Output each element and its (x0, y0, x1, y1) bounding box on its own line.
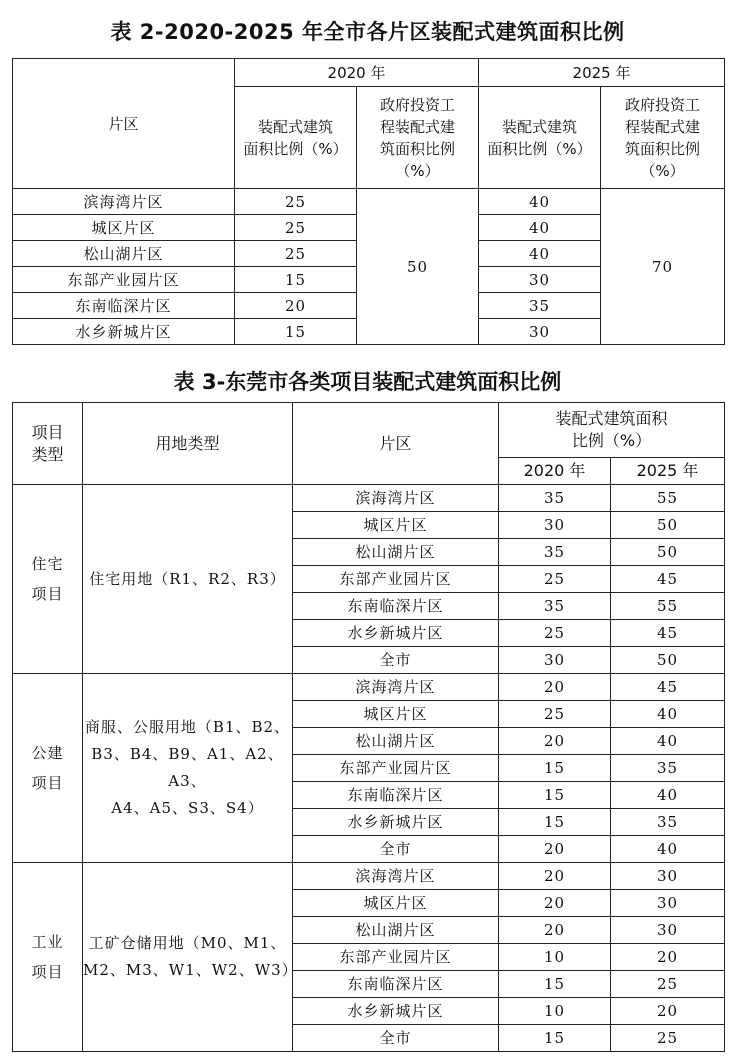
type-line2: 项目 (31, 963, 64, 981)
district-cell: 滨海湾片区 (293, 485, 499, 512)
district-cell: 城区片区 (293, 890, 499, 917)
district-cell: 松山湖片区 (293, 917, 499, 944)
header-ratio-line2: 面积比例（%） (487, 139, 592, 158)
header-gov-line1: 政府投资工 (380, 95, 456, 114)
header-gov-line1: 政府投资工 (625, 95, 701, 114)
value-2020-cell: 25 (235, 241, 357, 267)
header-2025: 2025 年 (479, 59, 725, 87)
district-cell: 东部产业园片区 (293, 944, 499, 971)
value-2020-cell: 25 (499, 620, 611, 647)
value-2025-cell: 35 (611, 755, 725, 782)
header-ratio-line1: 装配式建筑面积 (555, 409, 668, 428)
table-row (13, 863, 725, 890)
value-2020-cell: 15 (235, 319, 357, 345)
value-2025-cell: 30 (611, 917, 725, 944)
district-cell: 全市 (293, 647, 499, 674)
value-2025-cell: 25 (611, 971, 725, 998)
header-district: 片区 (13, 59, 235, 189)
district-cell: 东南临深片区 (293, 971, 499, 998)
header-gov-line2: 程装配式建 (380, 117, 456, 136)
table-row (13, 485, 725, 512)
value-2020-cell: 25 (499, 566, 611, 593)
project-type-cell (13, 485, 83, 674)
header-gov-2020 (357, 87, 479, 189)
value-2020-cell: 20 (499, 728, 611, 755)
district-cell: 全市 (293, 836, 499, 863)
value-2025-cell: 25 (611, 1025, 725, 1052)
value-2020-cell: 20 (499, 863, 611, 890)
header-2020: 2020 年 (235, 59, 479, 87)
header-type-line2: 类型 (31, 444, 64, 464)
header-ratio (499, 403, 725, 458)
value-2025-cell: 50 (611, 512, 725, 539)
value-2025-cell: 40 (611, 836, 725, 863)
value-2025-cell: 45 (611, 566, 725, 593)
header-gov-2025 (601, 87, 725, 189)
value-2025-cell: 40 (611, 701, 725, 728)
district-cell: 水乡新城片区 (293, 809, 499, 836)
district-cell: 城区片区 (293, 512, 499, 539)
value-2020-cell: 15 (235, 267, 357, 293)
header-ratio-line2: 比例（%） (571, 431, 652, 450)
gov-2020-cell: 50 (357, 189, 479, 345)
header-type-line1: 项目 (31, 422, 64, 442)
header-ratio-line1: 装配式建筑 (502, 117, 578, 136)
district-cell: 城区片区 (13, 215, 235, 241)
type-line1: 工业 (31, 933, 64, 951)
land-type-cell (83, 863, 298, 1052)
header-gov-line3: 筑面积比例 (380, 139, 456, 158)
district-cell: 东部产业园片区 (13, 267, 235, 293)
district-cell: 东南临深片区 (293, 782, 499, 809)
district-cell: 滨海湾片区 (13, 189, 235, 215)
value-2025-cell: 40 (611, 728, 725, 755)
value-2025-cell: 30 (479, 267, 601, 293)
value-2025-cell: 40 (479, 241, 601, 267)
value-2025-cell: 40 (611, 782, 725, 809)
district-cell: 水乡新城片区 (293, 998, 499, 1025)
land-line1: 住宅用地（R1、R2、R3） (89, 569, 286, 588)
district-cell: 松山湖片区 (13, 241, 235, 267)
district-cell: 东南临深片区 (13, 293, 235, 319)
land-line3: A4、A5、S3、S4） (111, 799, 264, 817)
table3-title: 表 3-东莞市各类项目装配式建筑面积比例 (173, 370, 562, 394)
value-2025-cell: 55 (611, 593, 725, 620)
type-line1: 住宅 (31, 555, 64, 573)
table2 (12, 58, 725, 345)
type-line2: 项目 (31, 774, 64, 792)
value-2020-cell: 20 (499, 890, 611, 917)
land-line1: 商服、公服用地（B1、B2、 (84, 718, 291, 736)
value-2025-cell: 20 (611, 998, 725, 1025)
header-ratio-2020 (235, 87, 357, 189)
land-line1: 工矿仓储用地（M0、M1、 (88, 934, 287, 952)
value-2020-cell: 15 (499, 1025, 611, 1052)
project-type-cell (13, 863, 83, 1052)
value-2020-cell: 35 (499, 593, 611, 620)
value-2025-cell: 45 (611, 620, 725, 647)
value-2020-cell: 20 (499, 674, 611, 701)
district-cell: 水乡新城片区 (13, 319, 235, 345)
value-2020-cell: 20 (499, 836, 611, 863)
value-2025-cell: 30 (611, 890, 725, 917)
value-2025-cell: 30 (479, 319, 601, 345)
table-row (13, 189, 725, 215)
district-cell: 东部产业园片区 (293, 755, 499, 782)
value-2020-cell: 25 (499, 701, 611, 728)
header-ratio-line2: 面积比例（%） (243, 139, 348, 158)
district-cell: 东部产业园片区 (293, 566, 499, 593)
header-project-type (13, 403, 83, 485)
district-cell: 滨海湾片区 (293, 674, 499, 701)
value-2025-cell: 45 (611, 674, 725, 701)
header-gov-line3: 筑面积比例 (625, 139, 701, 158)
district-cell: 全市 (293, 1025, 499, 1052)
type-line1: 公建 (31, 744, 64, 762)
value-2020-cell: 15 (499, 782, 611, 809)
table3 (12, 402, 725, 1052)
land-type-cell (83, 485, 293, 674)
value-2020-cell: 25 (235, 189, 357, 215)
district-cell: 松山湖片区 (293, 728, 499, 755)
value-2025-cell: 20 (611, 944, 725, 971)
project-type-cell (13, 674, 83, 863)
type-line2: 项目 (31, 585, 64, 603)
district-cell: 东南临深片区 (293, 593, 499, 620)
land-line2: B3、B4、B9、A1、A2、A3、 (91, 745, 284, 790)
table-row (13, 674, 725, 701)
value-2025-cell: 35 (611, 809, 725, 836)
district-cell: 滨海湾片区 (293, 863, 499, 890)
value-2020-cell: 10 (499, 998, 611, 1025)
value-2025-cell: 40 (479, 215, 601, 241)
header-gov-line4: （%） (395, 161, 440, 180)
value-2025-cell: 55 (611, 485, 725, 512)
header-ratio-2025 (479, 87, 601, 189)
value-2020-cell: 15 (499, 809, 611, 836)
header-gov-line2: 程装配式建 (625, 117, 701, 136)
value-2025-cell: 35 (479, 293, 601, 319)
value-2020-cell: 20 (235, 293, 357, 319)
value-2020-cell: 20 (499, 917, 611, 944)
value-2025-cell: 50 (611, 539, 725, 566)
value-2020-cell: 30 (499, 647, 611, 674)
value-2020-cell: 30 (499, 512, 611, 539)
district-cell: 松山湖片区 (293, 539, 499, 566)
header-2025: 2025 年 (611, 458, 725, 485)
header-land-type: 用地类型 (83, 403, 293, 485)
gov-2025-cell: 70 (601, 189, 725, 345)
header-ratio-line1: 装配式建筑 (257, 117, 333, 136)
value-2020-cell: 15 (499, 755, 611, 782)
value-2020-cell: 10 (499, 944, 611, 971)
header-2020: 2020 年 (499, 458, 611, 485)
header-district: 片区 (293, 403, 499, 485)
value-2020-cell: 35 (499, 485, 611, 512)
table2-title: 表 2-2020-2025 年全市各片区装配式建筑面积比例 (110, 20, 625, 44)
value-2020-cell: 25 (235, 215, 357, 241)
district-cell: 城区片区 (293, 701, 499, 728)
land-line2: M2、M3、W1、W2、W3） (83, 961, 298, 979)
value-2025-cell: 40 (479, 189, 601, 215)
value-2025-cell: 30 (611, 863, 725, 890)
land-type-cell (83, 674, 293, 863)
value-2025-cell: 50 (611, 647, 725, 674)
value-2020-cell: 15 (499, 971, 611, 998)
header-gov-line4: （%） (640, 161, 685, 180)
district-cell: 水乡新城片区 (293, 620, 499, 647)
value-2020-cell: 35 (499, 539, 611, 566)
